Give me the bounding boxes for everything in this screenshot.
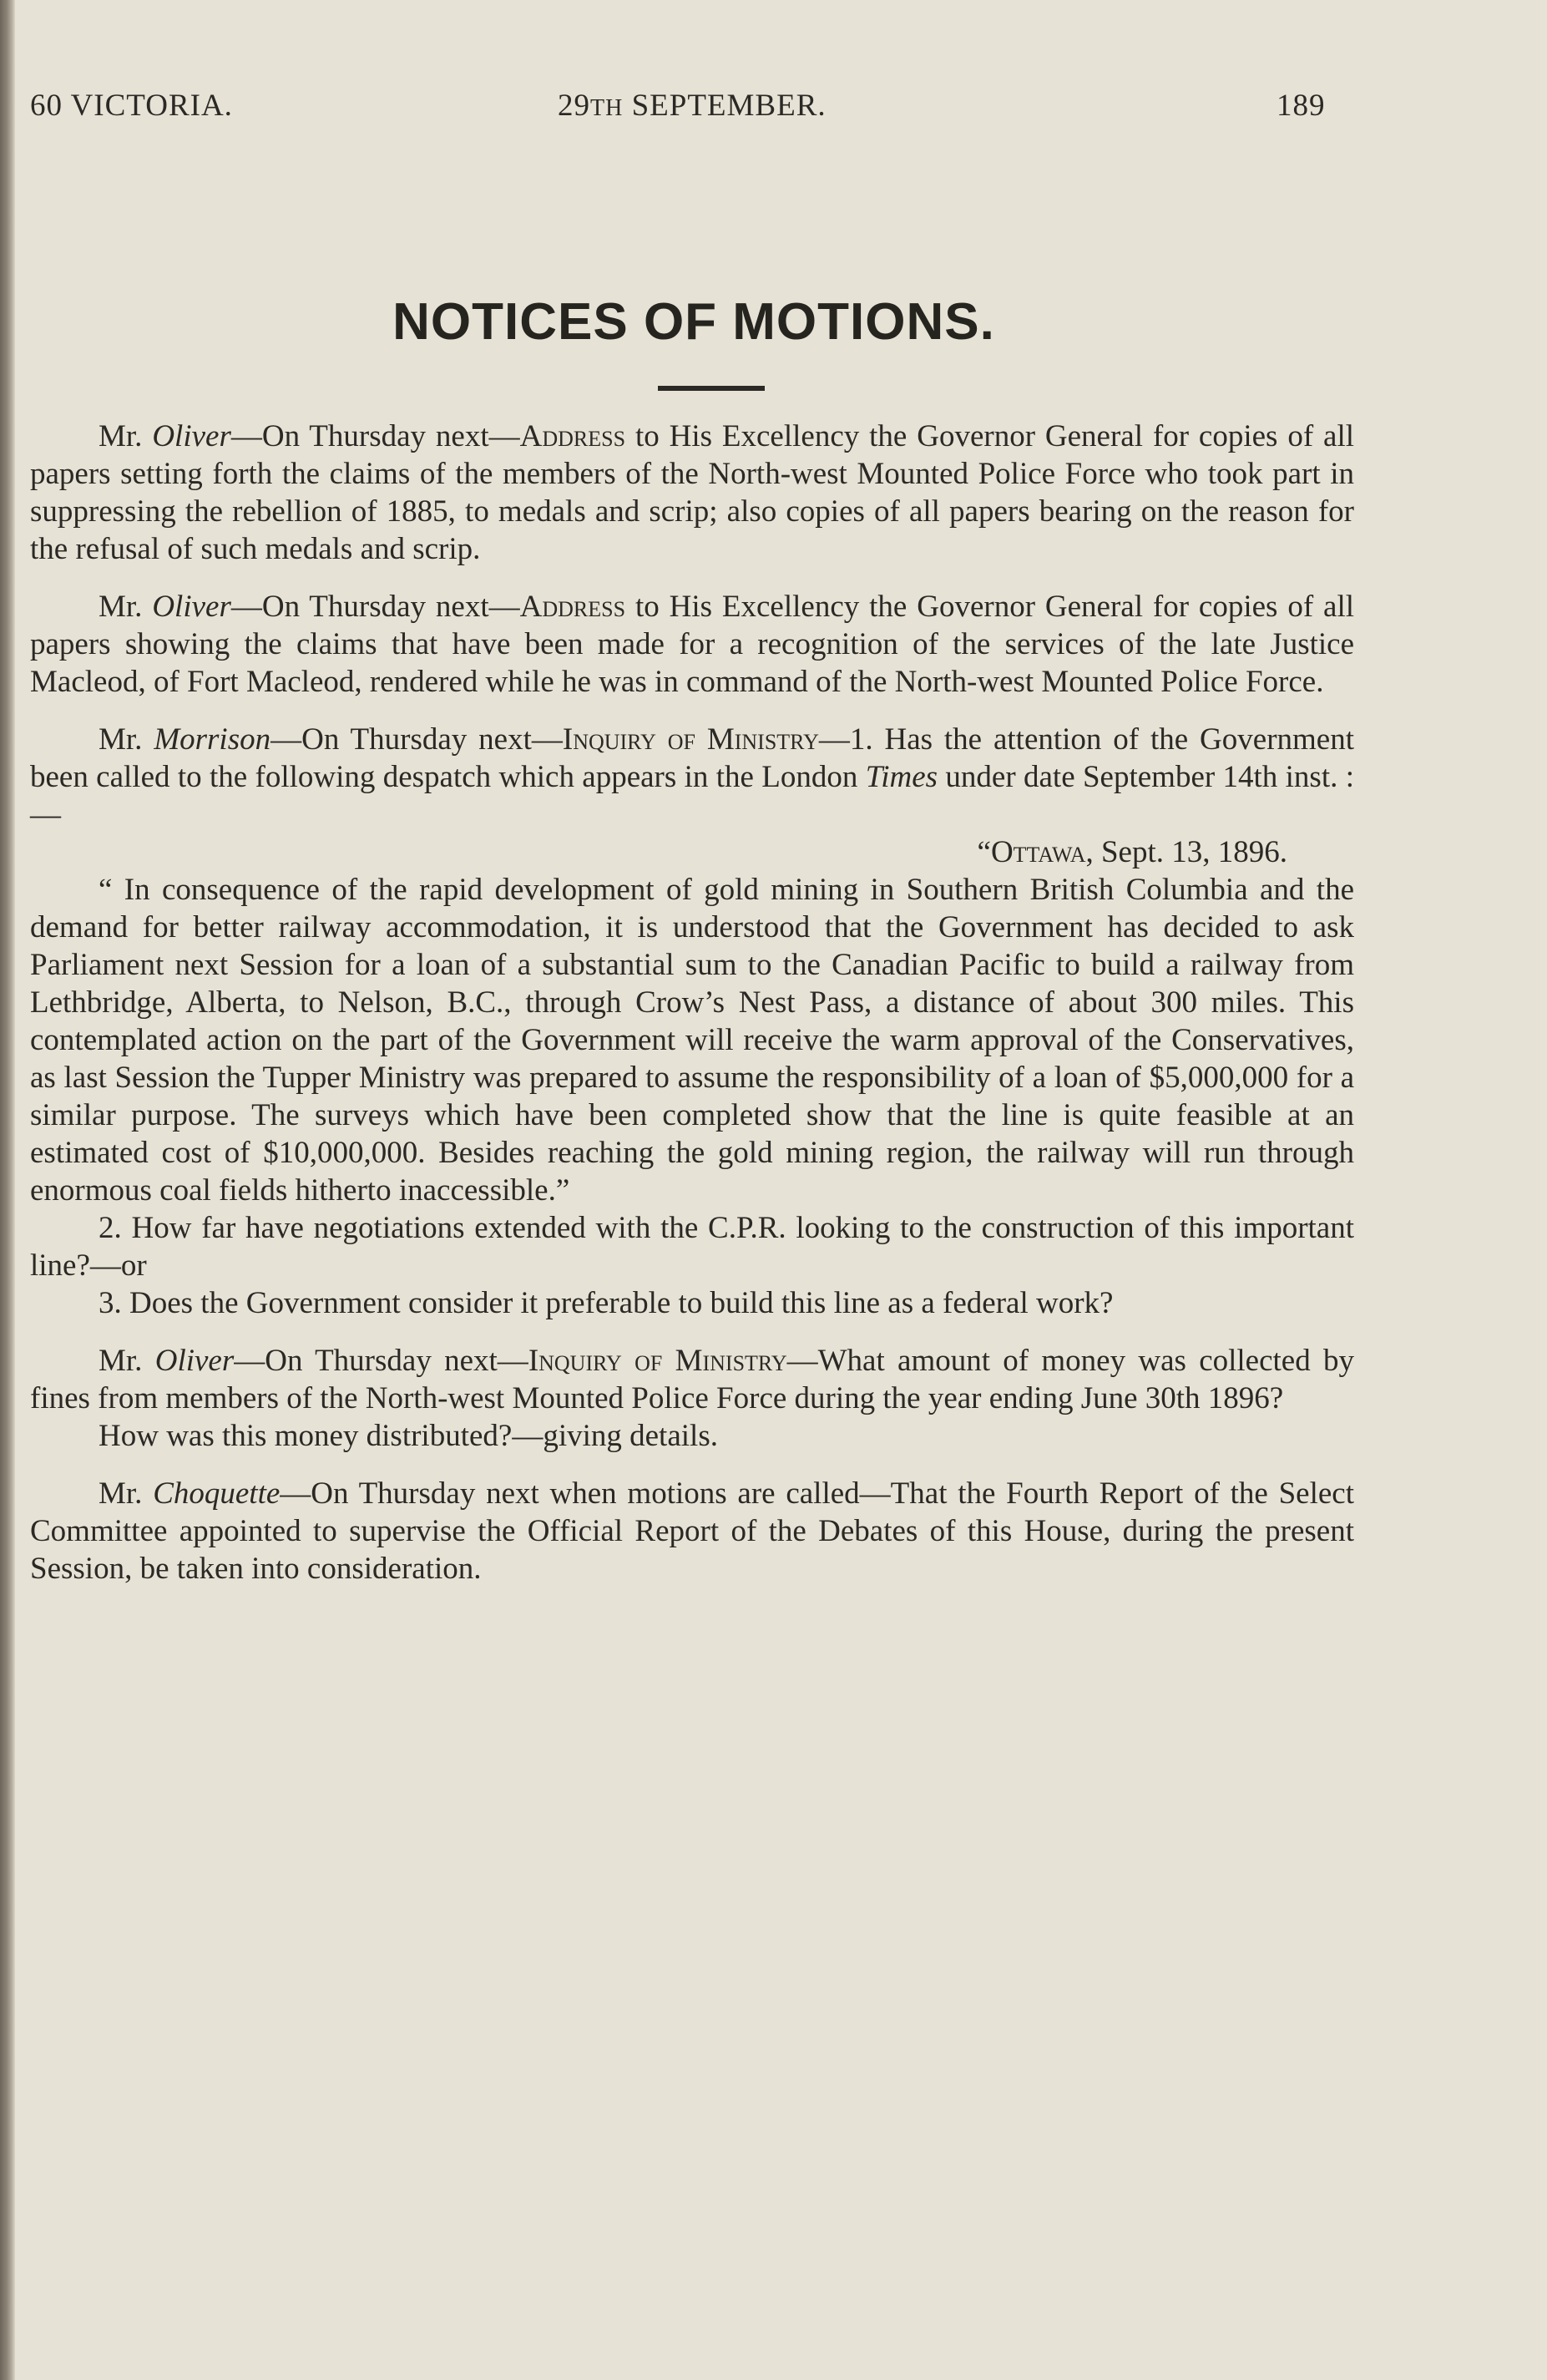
motion-2-text: to His Excellency the Governor General for copies of all papers showing the claims that have been made for a recognition of the services of the late Justice Macleod, of Fort Macleod, rendered while he was in command of the North-west Mounted Police Force. bbox=[30, 590, 1355, 699]
notices-body bbox=[30, 418, 1354, 1608]
motion-2-kind: Address bbox=[519, 590, 626, 624]
binding-edge bbox=[0, 0, 15, 2380]
motion-2-member: Oliver bbox=[152, 590, 231, 624]
motion-4-intro: —On Thursday next— bbox=[234, 1344, 528, 1378]
motion-4 bbox=[30, 1342, 1354, 1417]
header-date bbox=[558, 88, 827, 124]
motion-3-item-3: 3. Does the Government consider it preferable to build this line as a federal work? bbox=[99, 1286, 1114, 1320]
dateline-open-quote: “ bbox=[977, 835, 991, 869]
dateline-date: , Sept. 13, 1896. bbox=[1085, 835, 1287, 869]
motion-4-kind: Inquiry of Ministry bbox=[528, 1344, 787, 1378]
header-month: SEPTEMBER. bbox=[623, 89, 827, 123]
motion-4-prefix: Mr. bbox=[99, 1344, 155, 1378]
despatch-quote: “ In consequence of the rapid development of gold mining in Southern British Columbia and the demand for better railway accommodation, it is understood that the Government has decided to ask Parliament next Session for a loan of a substantial sum to the Canadian Pacific to build a railway from Lethbridge, Alberta, to Nelson, B.C., through Crow’s Nest Pass, a distance of about 300 miles. This contemplated action on the part of the Government will receive the warm approval of the Conservatives, as last Session the Tupper Ministry was prepared to assume the responsibility of a loan of $5,000,000 for a similar purpose. The surveys which have been completed show that the line is quite feasible at an estimated cost of $10,000,000. Besides reaching the gold mining region, the railway will run through enormous coal fields hitherto inaccessible.” bbox=[30, 873, 1354, 1208]
motion-1-text: to His Excellency the Governor General for copies of all papers setting forth the claims of the members of the North-west Mounted Police Force who took part in suppressing the rebellion of 1885, to medals and scrip; also copies of all papers bearing on the reason for the refusal of such medals and scrip. bbox=[30, 419, 1355, 566]
despatch-dateline bbox=[30, 833, 1354, 871]
motion-1-kind: Address bbox=[519, 419, 626, 453]
motion-2-intro: —On Thursday next— bbox=[230, 590, 520, 624]
motion-1-prefix: Mr. bbox=[99, 419, 153, 453]
title-rule bbox=[658, 386, 765, 391]
motion-5-member: Choquette bbox=[153, 1476, 281, 1511]
motion-3-member: Morrison bbox=[154, 722, 271, 757]
motion-3-prefix: Mr. bbox=[99, 722, 154, 757]
header-session: 60 VICTORIA. bbox=[30, 89, 233, 123]
motion-3-intro: —On Thursday next— bbox=[270, 722, 563, 757]
motion-4-text: —What amount of money was collected by fines from members of the North-west Mounted Police Force during the year ending June 30th 1896? bbox=[30, 1344, 1355, 1415]
motion-5-intro: —On Thursday next when motions are called—That the Fourth Report of the Select Committee appointed to supervise the Official Report of the Debates of this House, during the present Session, be taken into consideration. bbox=[30, 1476, 1354, 1586]
motion-3 bbox=[30, 721, 1354, 833]
dateline-city: Ottawa bbox=[990, 835, 1086, 869]
motion-4-member: Oliver bbox=[154, 1344, 235, 1378]
page-title: NOTICES OF MOTIONS. bbox=[392, 293, 995, 351]
motion-3-text-b: under date September 14th inst. :— bbox=[30, 760, 1354, 832]
motion-1-member: Oliver bbox=[152, 419, 231, 453]
motion-3-item-2: 2. How far have negotiations extended with the C.P.R. looking to the construction of this important line?—or bbox=[30, 1211, 1354, 1283]
page-number: 189 bbox=[1277, 89, 1326, 123]
motion-1 bbox=[30, 418, 1354, 568]
motion-3-kind: Inquiry of Ministry bbox=[562, 722, 819, 757]
motion-5 bbox=[30, 1475, 1354, 1588]
header-day-suffix: TH bbox=[590, 95, 624, 121]
motion-1-intro: —On Thursday next— bbox=[230, 419, 520, 453]
running-header bbox=[30, 88, 1357, 129]
motion-2 bbox=[30, 588, 1354, 701]
page bbox=[30, 0, 1357, 2380]
motion-5-prefix: Mr. bbox=[99, 1476, 154, 1511]
header-day: 29 bbox=[558, 89, 590, 123]
motion-3-text-a: —1. Has the attention of the Government been called to the following despatch which appears in the London bbox=[30, 722, 1355, 794]
motion-2-prefix: Mr. bbox=[99, 590, 153, 624]
motion-3-newspaper: Times bbox=[865, 760, 938, 794]
motion-4-followup: How was this money distributed?—giving details. bbox=[99, 1419, 718, 1453]
